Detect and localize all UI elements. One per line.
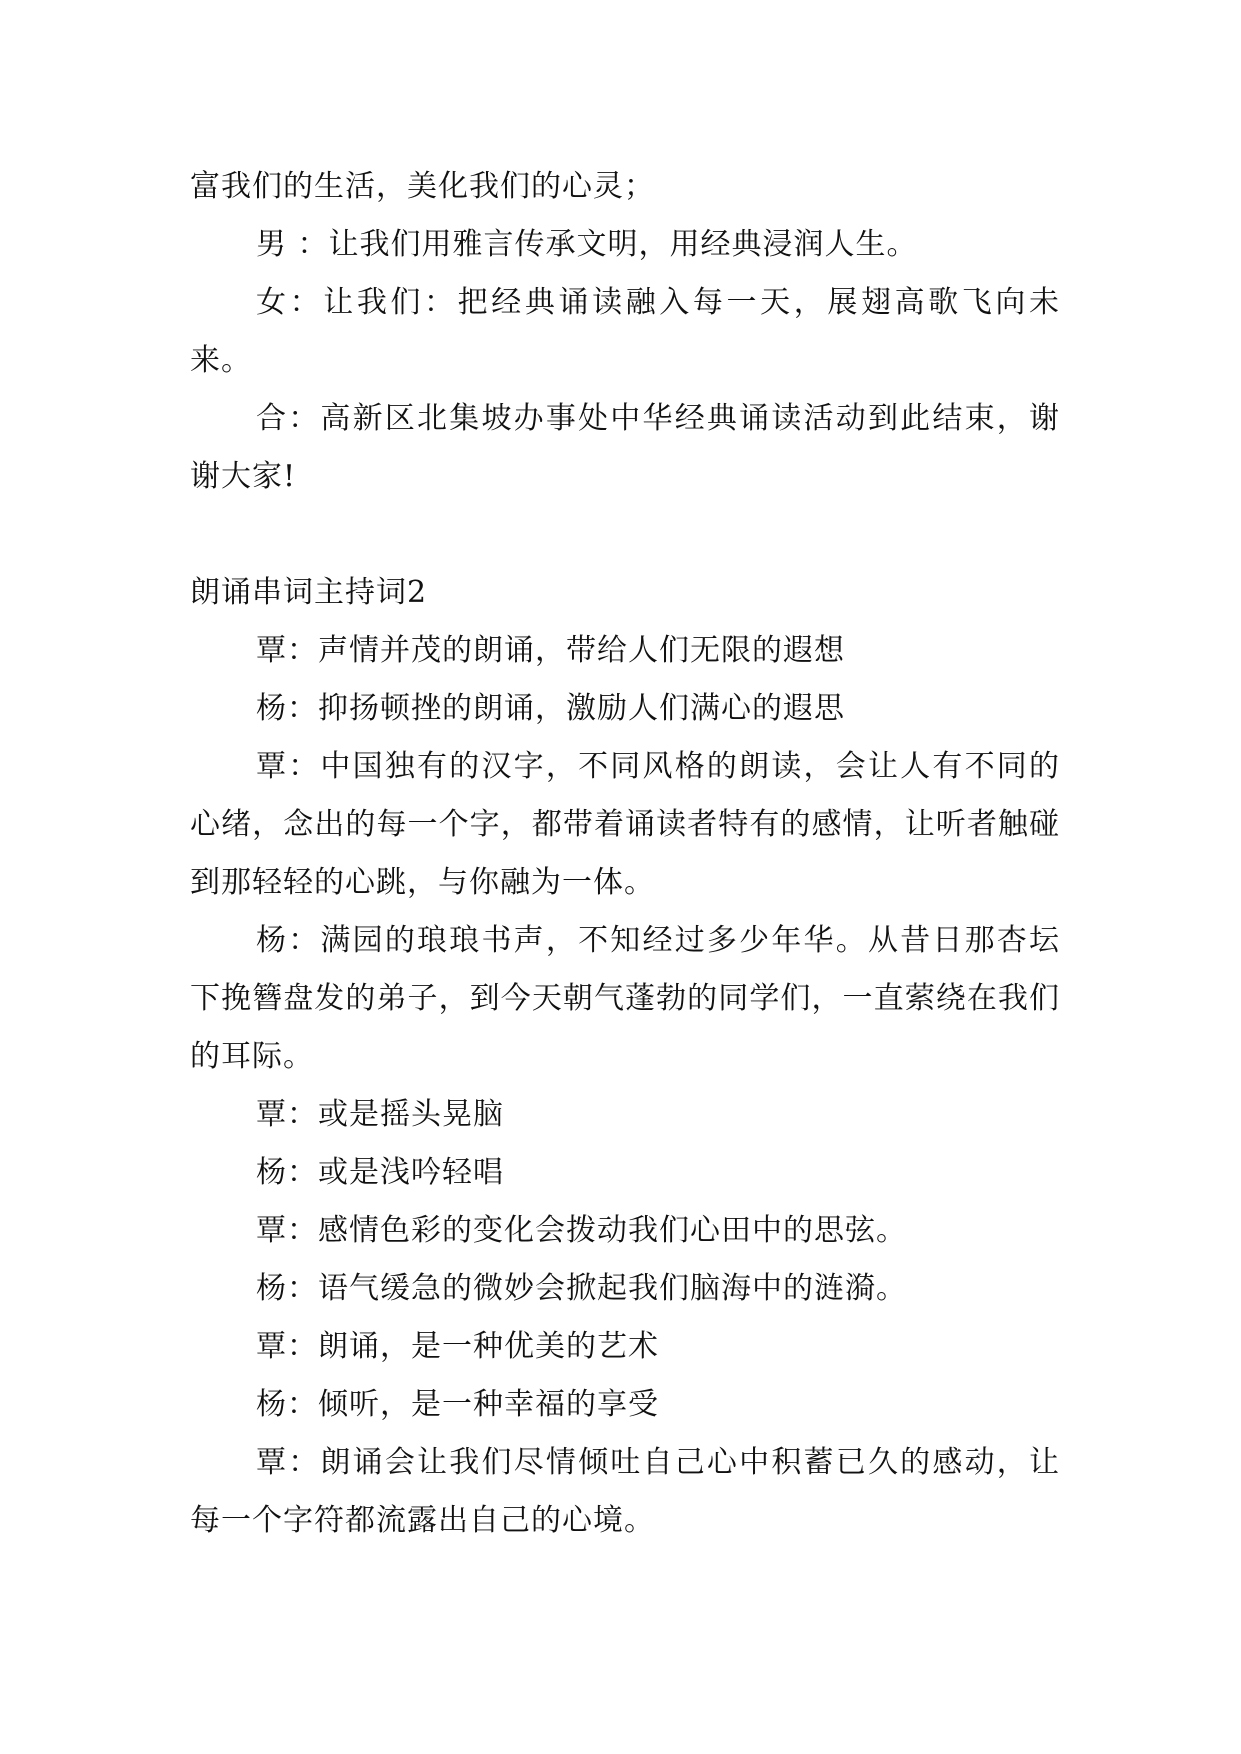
dialogue-line: 覃：朗诵会让我们尽情倾吐自己心中积蓄已久的感动，让每一个字符都流露出自己的心境。 [190,1445,1060,1538]
section-title: 朗诵串词主持词2 [190,575,428,610]
paragraph-closing-line: 合：高新区北集坡办事处中华经典诵读活动到此结束，谢谢大家! [190,401,1060,494]
document-body [190,158,1060,1550]
dialogue-line: 杨：语气缓急的微妙会掀起我们脑海中的涟漪。 [256,1271,907,1306]
dialogue-line: 覃：朗诵，是一种优美的艺术 [256,1329,659,1364]
dialogue-line: 覃：或是摇头晃脑 [256,1097,504,1132]
dialogue-line: 覃：感情色彩的变化会拨动我们心田中的思弦。 [256,1213,907,1248]
dialogue-line: 覃：声情并茂的朗诵，带给人们无限的遐想 [256,633,845,668]
paragraph-female-line: 女：让我们：把经典诵读融入每一天，展翅高歌飞向未来。 [190,285,1060,378]
dialogue-line: 杨：满园的琅琅书声，不知经过多少年华。从昔日那杏坛下挽簪盘发的弟子，到今天朝气蓬勃的同学们，一直萦绕在我们的耳际。 [190,923,1060,1074]
paragraph-male-line: 男 ：让我们用雅言传承文明，用经典浸润人生。 [256,227,918,262]
paragraph-continuation: 富我们的生活，美化我们的心灵； [190,169,655,204]
dialogue-line: 杨：或是浅吟轻唱 [256,1155,504,1190]
dialogue-line: 杨：抑扬顿挫的朗诵，激励人们满心的遐思 [256,691,845,726]
dialogue-line: 杨：倾听，是一种幸福的享受 [256,1387,659,1422]
dialogue-line: 覃：中国独有的汉字，不同风格的朗读，会让人有不同的心绪，念出的每一个字，都带着诵读者特有的感情，让听者触碰到那轻轻的心跳，与你融为一体。 [190,749,1060,900]
section-spacer [190,506,1060,564]
